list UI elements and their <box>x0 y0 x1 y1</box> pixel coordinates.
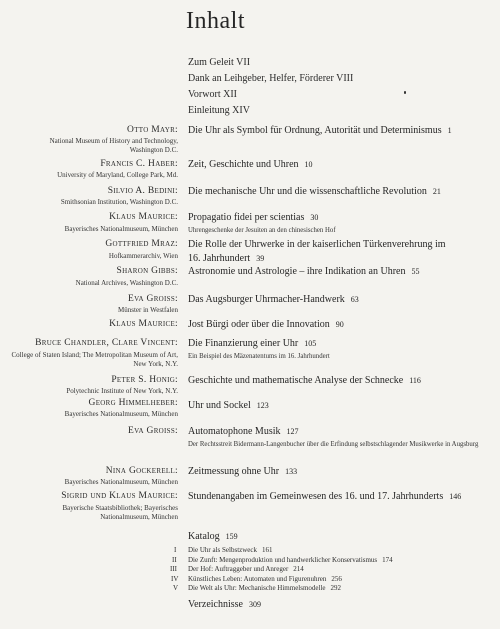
entry-page: 10 <box>304 160 313 169</box>
entry-title: Propagatio fidei per scientias 30 <box>188 212 319 223</box>
entry-author: Sigrid und Klaus Maurice: <box>61 491 178 501</box>
entry-institution: Bayerisches Nationalmuseum, München <box>64 410 178 418</box>
entry-page: 30 <box>310 213 319 222</box>
entry-institution: University of Maryland, College Park, Md. <box>57 171 178 179</box>
catalog-item: Die Welt als Uhr: Mechanische Himmelsmodelle 292 <box>188 584 342 592</box>
entry-title: Die mechanische Uhr und die wissenschaftliche Revolution 21 <box>188 186 441 197</box>
entry-page: 21 <box>432 187 441 196</box>
entry-title-continued: 16. Jahrhundert 39 <box>188 253 265 264</box>
entry-author: Peter S. Honig: <box>111 375 178 385</box>
entry-author: Klaus Maurice: <box>109 319 178 329</box>
entry-institution: Münster in Westfalen <box>118 306 178 314</box>
catalog-item: Die Zunft: Mengenproduktion und handwerklicher Konservatismus 174 <box>188 556 393 564</box>
entry-institution: College of Staten Island; The Metropolitan Museum of Art, New York, N.Y. <box>11 351 178 368</box>
entry-title: Uhr und Sockel 123 <box>188 400 269 411</box>
entry-institution: Bayerisches Nationalmuseum, München <box>64 478 178 486</box>
entry-page: 123 <box>256 401 269 410</box>
entry-title: Automatophone Musik 127 <box>188 426 299 437</box>
entry-page: 1 <box>447 126 452 135</box>
entry-author: Eva Groiss: <box>127 294 178 304</box>
front-matter-item: Vorwort XII <box>188 89 237 100</box>
entry-author: Silvio A. Bedini: <box>107 186 178 196</box>
entry-author: Otto Mayr: <box>127 125 178 135</box>
front-matter-item: Einleitung XIV <box>188 105 250 116</box>
verzeichnisse-heading: Verzeichnisse 309 <box>188 599 261 610</box>
front-matter-item: Zum Geleit VII <box>188 57 251 68</box>
entry-title: Zeit, Geschichte und Uhren 10 <box>188 159 313 170</box>
entry-page: 127 <box>286 427 299 436</box>
catalog-item: Der Hof: Auftraggeber und Anreger 214 <box>188 565 304 573</box>
entry-page: 116 <box>409 376 421 385</box>
katalog-page: 159 <box>225 532 238 541</box>
entry-page: 146 <box>449 492 462 501</box>
entry-page: 39 <box>256 254 265 263</box>
page-title: Inhalt <box>186 8 245 34</box>
katalog-heading: Katalog 159 <box>188 531 238 542</box>
entry-title: Jost Bürgi oder über die Innovation 90 <box>188 319 344 330</box>
entry-subtitle: Ein Beispiel des Mäzenatentums im 16. Jahrhundert <box>188 353 330 360</box>
entry-institution: Bayerische Staatsbibliothek; Bayerisches Nationalmuseum, München <box>62 504 178 521</box>
catalog-roman: I <box>174 546 177 554</box>
entry-author: Bruce Chandler, Clare Vincent: <box>35 338 178 348</box>
entry-institution: Smithsonian Institution, Washington D.C. <box>60 198 178 206</box>
entry-subtitle: Uhrengeschenke der Jesuiten an den chinesischen Hof <box>188 227 336 234</box>
entry-author: Georg Himmelheber: <box>88 398 178 408</box>
entry-title: Geschichte und mathematische Analyse der Schnecke 116 <box>188 375 421 386</box>
entry-author: Gottfried Mraz: <box>105 239 178 249</box>
entry-institution: Hofkammerarchiv, Wien <box>108 252 178 260</box>
entry-institution: National Archives, Washington D.C. <box>75 279 178 287</box>
verzeichnisse-page: 309 <box>248 600 261 609</box>
entry-institution: Bayerisches Nationalmuseum, München <box>64 225 178 233</box>
entry-title: Die Uhr als Symbol für Ordnung, Autorität und Determinismus 1 <box>188 125 452 136</box>
catalog-roman: II <box>172 556 177 564</box>
entry-author: Nina Gockerell: <box>105 466 178 476</box>
catalog-roman: III <box>170 565 177 573</box>
entry-subtitle: Der Rechtsstreit Bidermann-Langenbucher über die Erfindung selbstschlagender Musikwerke in Augsburg <box>188 441 479 448</box>
entry-title: Astronomie und Astrologie – ihre Indikation an Uhren 55 <box>188 266 420 277</box>
entry-title: Zeitmessung ohne Uhr 133 <box>188 466 298 477</box>
entry-page: 63 <box>350 295 359 304</box>
entry-page: 133 <box>285 467 298 476</box>
entry-author: Eva Groiss: <box>127 426 178 436</box>
ink-speck <box>404 91 406 94</box>
entry-title: Das Augsburger Uhrmacher-Handwerk 63 <box>188 294 359 305</box>
entry-institution: National Museum of History and Technology, Washington D.C. <box>49 137 178 154</box>
entry-author: Francis C. Haber: <box>100 159 178 169</box>
entry-page: 55 <box>411 267 420 276</box>
entry-title: Stundenangaben im Gemeinwesen des 16. und 17. Jahrhunderts 146 <box>188 491 462 502</box>
entry-title: Die Finanzierung einer Uhr 105 <box>188 338 317 349</box>
entry-page: 90 <box>335 320 344 329</box>
front-matter-item: Dank an Leihgeber, Helfer, Förderer VIII <box>188 73 354 84</box>
catalog-roman: IV <box>171 575 179 583</box>
entry-author: Sharon Gibbs: <box>116 266 178 276</box>
entry-institution: Polytechnic Institute of New York, N.Y. <box>66 387 178 395</box>
entry-page: 105 <box>304 339 317 348</box>
entry-author: Klaus Maurice: <box>109 212 178 222</box>
entry-title: Die Rolle der Uhrwerke in der kaiserlichen Türkenverehrung im <box>188 239 446 250</box>
catalog-item: Künstliches Leben: Automaten und Figurenuhren 256 <box>188 575 342 583</box>
catalog-roman: V <box>173 584 179 592</box>
catalog-item: Die Uhr als Selbstzweck 161 <box>188 546 273 554</box>
